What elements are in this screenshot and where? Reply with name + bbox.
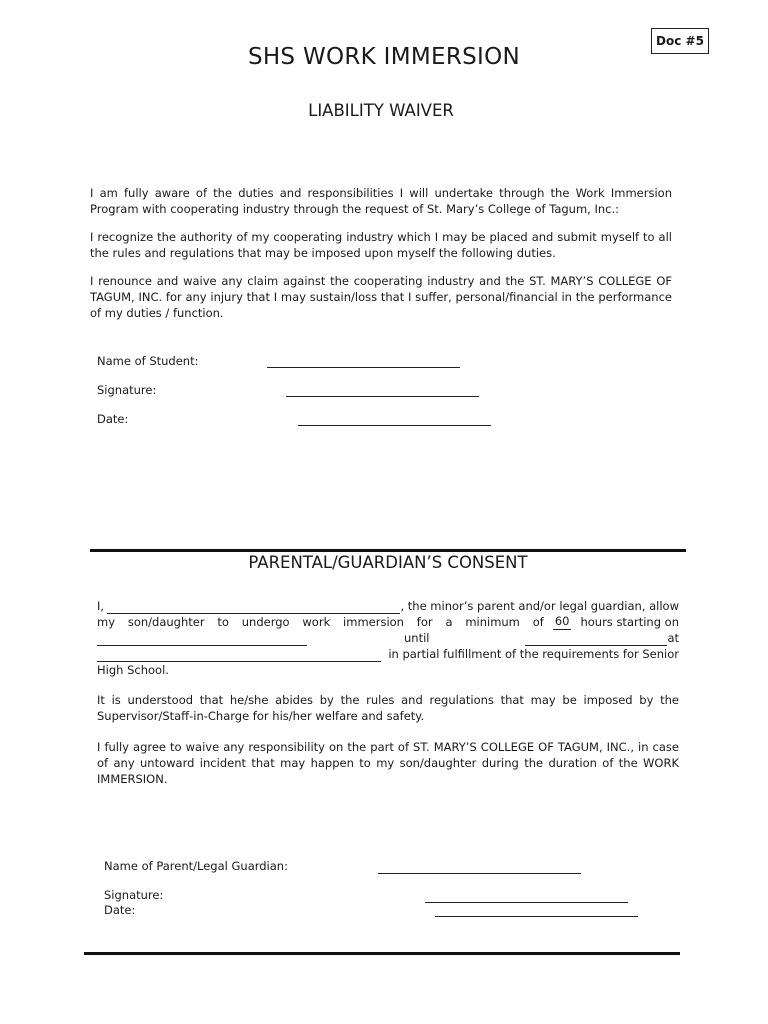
guardian-signature-line[interactable] xyxy=(425,902,628,903)
company-blank[interactable] xyxy=(97,649,381,662)
consent-line5-text: High School. xyxy=(97,663,169,677)
consent-line-4 xyxy=(97,646,679,662)
waiver-paragraph-2: I recognize the authority of my cooperating industry which I may be placed and submit myself to all the rules and regulations that may be imposed upon myself the following duties. xyxy=(90,230,672,260)
waiver-title: LIABILITY WAIVER xyxy=(308,101,454,120)
section-divider xyxy=(90,549,686,552)
consent-title: PARENTAL/GUARDIAN’S CONSENT xyxy=(248,553,528,572)
student-date-label: Date: xyxy=(97,412,129,426)
waiver-paragraph-1: I am fully aware of the duties and responsibilities I will undertake through the Work Immersion Program with cooperating industry through the request of St. Mary’s College of Tagum, Inc.: xyxy=(90,186,672,216)
consent-line2-text: my son/daughter to undergo work immersion for a minimum of xyxy=(97,615,544,629)
start-date-blank[interactable] xyxy=(97,633,307,646)
hours-value[interactable]: 60 xyxy=(554,614,570,628)
consent-paragraph-2: It is understood that he/she abides by the rules and regulations that may be imposed by the Supervisor/Staff-in-Charge for his/her welfare and safety. xyxy=(97,693,679,723)
guardian-name-label: Name of Parent/Legal Guardian: xyxy=(104,859,288,873)
student-name-line[interactable] xyxy=(267,367,460,368)
at-word: at xyxy=(667,631,679,645)
consent-line4-text: in partial fulfillment of the requirements for Senior xyxy=(388,647,679,661)
consent-line-5 xyxy=(97,662,679,678)
bottom-rule xyxy=(84,952,680,955)
end-date-blank[interactable] xyxy=(525,633,667,646)
student-date-line[interactable] xyxy=(298,425,491,426)
consent-line-3 xyxy=(97,630,679,646)
page-title: SHS WORK IMMERSION xyxy=(247,44,521,70)
student-name-label: Name of Student: xyxy=(97,354,199,368)
consent-i-label: I, xyxy=(97,599,105,613)
consent-paragraph-1 xyxy=(97,598,679,678)
guardian-name-line[interactable] xyxy=(378,873,581,874)
doc-number: Doc #5 xyxy=(656,34,704,48)
consent-line-1 xyxy=(97,598,679,614)
student-signature-label: Signature: xyxy=(97,383,157,397)
consent-line1-end: , the minor’s parent and/or legal guardian, allow xyxy=(400,599,679,613)
consent-line-2 xyxy=(97,614,679,630)
guardian-name-blank[interactable] xyxy=(107,601,400,614)
consent-paragraph-3: I fully agree to waive any responsibility on the part of ST. MARY’S COLLEGE OF TAGUM, INC., in case of any untoward incident that may happen to my son/daughter during the duration of the WORK IMMERSION. xyxy=(97,740,679,786)
student-signature-line[interactable] xyxy=(286,396,479,397)
guardian-date-label: Date: xyxy=(104,903,136,917)
waiver-paragraph-3: I renounce and waive any claim against the cooperating industry and the ST. MARY’S COLLEGE OF TAGUM, INC. for any injury that I may sustain/loss that I suffer, personal/financial in the performance of my duties / function. xyxy=(90,274,672,320)
until-word: until xyxy=(404,631,430,645)
consent-line2-end: hours starting on xyxy=(580,615,679,629)
guardian-date-line[interactable] xyxy=(435,916,638,917)
guardian-signature-label: Signature: xyxy=(104,888,164,902)
